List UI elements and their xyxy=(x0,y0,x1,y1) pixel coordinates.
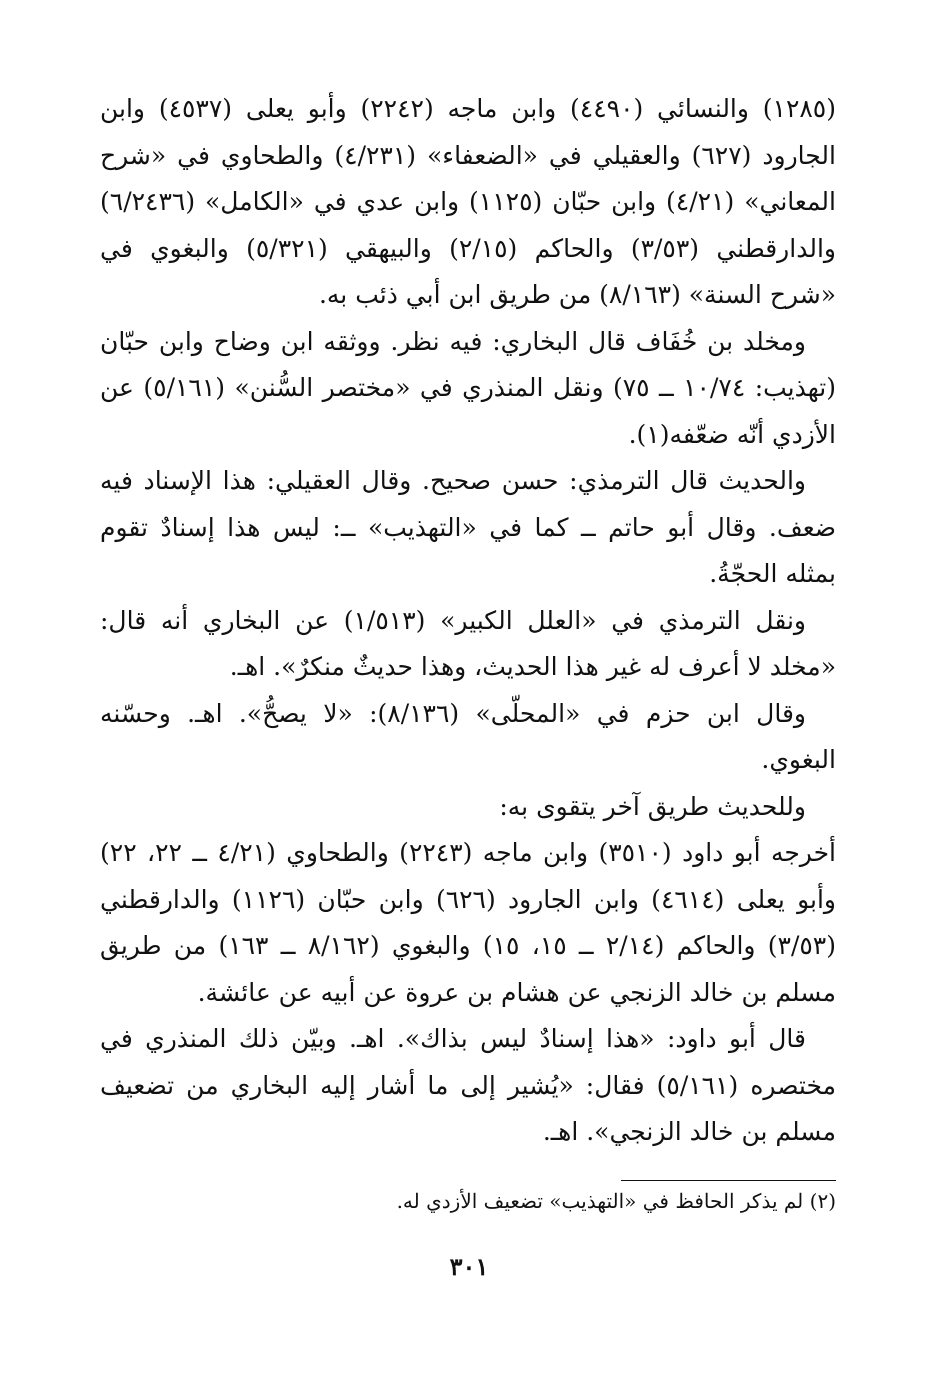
page-number: ٣٠١ xyxy=(449,1252,489,1281)
paragraph-hadith-grading: والحديث قال الترمذي: حسن صحيح. وقال العقيلي: هذا الإسناد فيه ضعف. وقال أبو حاتم ــ كما في «التهذيب» ــ: ليس هذا إسنادٌ تقوم بمثله الحجّةُ. xyxy=(100,466,836,588)
paragraph-references: (١٢٨٥) والنسائي (٤٤٩٠) وابن ماجه (٢٢٤٢) وأبو يعلى (٤٥٣٧) وابن الجارود (٦٢٧) والعقيلي في «الضعفاء» (٤/٢٣١) والطحاوي في «شرح المعاني» (٤/٢١) وابن حبّان (١١٢٥) وابن عدي في «الكامل» (٦/٢٤٣٦) والدارقطني (٣/٥٣) والحاكم (٢/١٥) والبيهقي (٥/٣٢١) والبغوي في «شرح السنة» (٨/١٦٣) من طريق ابن أبي ذئب به. xyxy=(100,94,836,309)
paragraph-abu-dawud: قال أبو داود: «هذا إسنادٌ ليس بذاك». اهـ. وبيّن ذلك المنذري في مختصره (٥/١٦١) فقال: «يُشير إلى ما أشار إليه البخاري من تضعيف مسلم بن خالد الزنجي». اهـ. xyxy=(100,1024,836,1146)
paragraph-takhrij: أخرجه أبو داود (٣٥١٠) وابن ماجه (٢٢٤٣) والطحاوي (٤/٢١ ــ ٢٢، ٢٢) وأبو يعلى (٤٦١٤) وابن الجارود (٦٢٦) وابن حبّان (١١٢٦) والدارقطني (٣/٥٣) والحاكم (٢/١٤ ــ ١٥، ١٥) والبغوي (٨/١٦٢ ــ ١٦٣) من طريق مسلم بن خالد الزنجي عن هشام بن عروة عن أبيه عن عائشة. xyxy=(100,838,837,1007)
paragraph-ibn-hazm: وقال ابن حزم في «المحلّى» (٨/١٣٦): «لا يصحُّ». اهـ. وحسّنه البغوي. xyxy=(100,698,836,774)
paragraph-mukhallad: ومخلد بن خُفَاف قال البخاري: فيه نظر. ووثقه ابن وضاح وابن حبّان (تهذيب: ١٠/٧٤ ــ ٧٥) ونقل المنذري في «مختصر السُّنن» (٥/١٦١) عن الأزدي أنّه ضعّفه(١). xyxy=(100,326,836,449)
main-text xyxy=(100,86,836,1156)
paragraph-tirmidhi-ilal: ونقل الترمذي في «العلل الكبير» (١/٥١٣) عن البخاري أنه قال: «مخلد لا أعرف له غير هذا الحديث، وهذا حديثٌ منكرٌ». اهـ. xyxy=(100,605,836,681)
paragraph-other-route: وللحديث طريق آخر يتقوى به: xyxy=(499,791,806,821)
footnote: (٢) لم يذكر الحافظ في «التهذيب» تضعيف الأزدي له. xyxy=(396,1189,836,1213)
footnote-divider xyxy=(621,1180,836,1181)
